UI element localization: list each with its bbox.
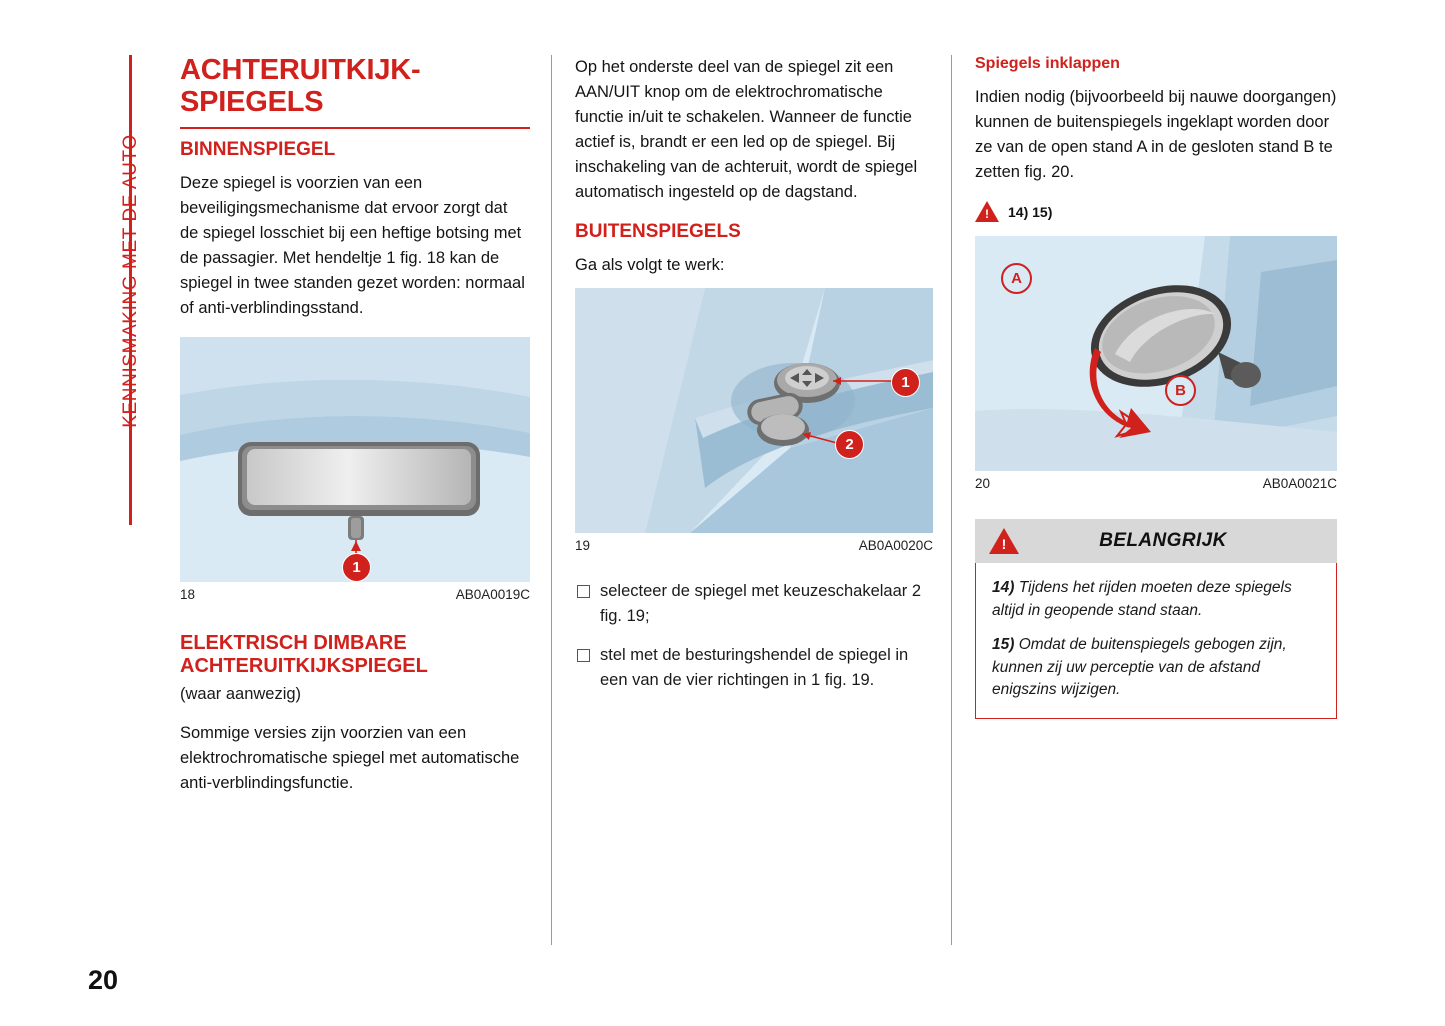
figure-20-code: AB0A0021C xyxy=(1262,476,1337,492)
figure-19-callout-1: 1 xyxy=(891,368,920,397)
paragraph-binnenspiegel: Deze spiegel is voorzien van een beveiligingsmechanisme dat ervoor zorgt dat de spiegel losschiet bij een heftige botsing met de passagier. Met hendeltje 1 fig. 18 kan de spiegel in twee standen gezet worden: normaal of anti-verblindingsstand. xyxy=(180,173,525,318)
figure-18-caption xyxy=(180,582,530,602)
important-item-text: Omdat de buitenspiegels gebogen zijn, kunnen zij uw perceptie van de afstand enigszins wijzigen. xyxy=(992,636,1287,699)
figure-19-image xyxy=(575,288,933,533)
figure-18-image xyxy=(180,337,530,582)
title-rule xyxy=(180,127,530,129)
page-title: ACHTERUITKIJK-SPIEGELS xyxy=(180,54,421,118)
figure-19-callout-2: 2 xyxy=(835,430,864,459)
column-1 xyxy=(180,55,530,812)
paragraph-elektrochromatisch: Sommige versies zijn voorzien van een elektrochromatische spiegel met automatische anti-verblindingsfunctie. xyxy=(180,723,520,792)
list-item-label: stel met de besturingshendel de spiegel in een van de vier richtingen in 1 fig. 19. xyxy=(600,645,909,689)
bullet-square-icon xyxy=(577,649,590,662)
figure-20-image xyxy=(975,236,1337,471)
warning-reference-numbers: 14) 15) xyxy=(1008,203,1053,220)
note-waar-aanwezig: (waar aanwezig) xyxy=(180,685,302,704)
door-switch-illustration xyxy=(575,288,933,533)
figure-20-label-b: B xyxy=(1165,375,1196,406)
bullet-square-icon xyxy=(577,585,590,598)
section-tab-label: KENNISMAKING MET DE AUTO xyxy=(120,134,141,428)
column-3 xyxy=(975,55,1337,719)
important-box-title: BELANGRIJK xyxy=(1099,530,1227,552)
heading-spiegels-inklappen: Spiegels inklappen xyxy=(975,55,1120,72)
figure-19-code: AB0A0020C xyxy=(858,538,933,554)
warning-triangle-icon xyxy=(975,201,999,222)
important-box-body xyxy=(975,563,1337,718)
important-item-ref: 15) xyxy=(992,636,1015,654)
figure-20 xyxy=(975,236,1337,491)
heading-binnenspiegel: BINNENSPIEGEL xyxy=(180,138,336,160)
section-tab xyxy=(96,55,141,525)
figure-20-label-a: A xyxy=(1001,263,1032,294)
important-item xyxy=(992,577,1320,622)
list-item xyxy=(575,643,933,693)
important-warning-icon xyxy=(989,528,1019,554)
column-2 xyxy=(575,55,933,706)
important-item-text: Tijdens het rijden moeten deze spiegels altijd in geopende stand staan. xyxy=(992,579,1292,619)
figure-20-caption xyxy=(975,471,1337,491)
list-item xyxy=(575,579,933,629)
important-box-header xyxy=(975,519,1337,563)
column-separator-2 xyxy=(951,55,952,945)
figure-18-code: AB0A0019C xyxy=(455,587,530,603)
paragraph-aanuit-knop: Op het onderste deel van de spiegel zit een AAN/UIT knop om de elektrochromatische functie in/uit te schakelen. Wanneer de functie actief is, brandt er een led op de spiegel. Bij inschakeling van de achteruit, wordt de spiegel automatisch ingesteld op de dagstand. xyxy=(575,58,918,202)
page-number: 20 xyxy=(88,965,119,995)
figure-18 xyxy=(180,337,530,602)
figure-19-number: 19 xyxy=(575,538,591,554)
interior-mirror-illustration xyxy=(180,337,530,582)
important-item xyxy=(992,634,1320,701)
figure-19 xyxy=(575,288,933,553)
figure-19-caption xyxy=(575,533,933,553)
important-item-ref: 14) xyxy=(992,579,1015,597)
buitenspiegels-bullet-list xyxy=(575,579,933,692)
figure-18-callout-1: 1 xyxy=(342,553,371,582)
heading-elektrisch-dimbare: ELEKTRISCH DIMBARE ACHTERUITKIJKSPIEGEL xyxy=(180,632,428,678)
column-separator-1 xyxy=(551,55,552,945)
paragraph-ga-als-volgt: Ga als volgt te werk: xyxy=(575,256,725,275)
figure-18-number: 18 xyxy=(180,587,196,603)
heading-buitenspiegels: BUITENSPIEGELS xyxy=(575,221,741,243)
list-item-label: selecteer de spiegel met keuzeschakelaar 2 fig. 19; xyxy=(600,582,922,626)
paragraph-spiegels-inklappen: Indien nodig (bijvoorbeeld bij nauwe doorgangen) kunnen de buitenspiegels ingeklapt worden door ze van de open stand A in de gesloten stand B te zetten fig. 20. xyxy=(975,88,1337,182)
warning-reference-row xyxy=(975,201,1337,222)
figure-20-number: 20 xyxy=(975,476,991,492)
